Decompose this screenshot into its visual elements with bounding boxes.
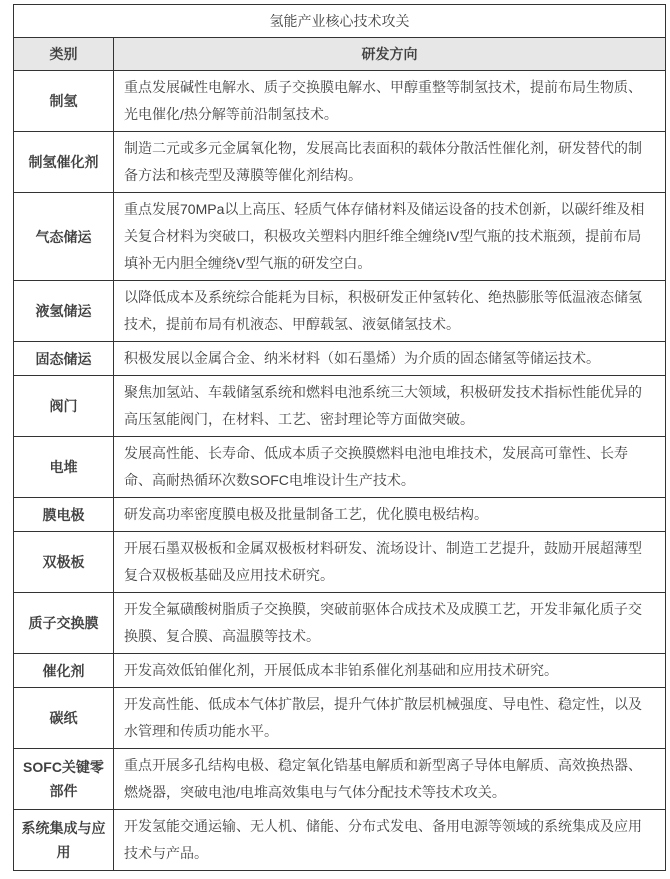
category-cell: 质子交换膜 [14, 593, 114, 654]
direction-cell: 开发高性能、低成本气体扩散层，提升气体扩散层机械强度、导电性、稳定性，以及水管理和传质功能水平。 [114, 688, 666, 749]
direction-cell: 开发高效低铂催化剂，开展低成本非铂系催化剂基础和应用技术研究。 [114, 654, 666, 688]
category-cell: 膜电极 [14, 498, 114, 532]
table-row [14, 193, 666, 281]
direction-cell: 发展高性能、长寿命、低成本质子交换膜燃料电池电堆技术，发展高可靠性、长寿命、高耐热循环次数SOFC电堆设计生产技术。 [114, 437, 666, 498]
category-cell: 双极板 [14, 532, 114, 593]
direction-cell: 开展石墨双极板和金属双极板材料研发、流场设计、制造工艺提升，鼓励开展超薄型复合双极板基础及应用技术研究。 [114, 532, 666, 593]
hydrogen-tech-table [13, 4, 666, 871]
category-cell: 固态储运 [14, 342, 114, 376]
direction-cell: 以降低成本及系统综合能耗为目标，积极研发正仲氢转化、绝热膨胀等低温液态储氢技术，提前布局有机液态、甲醇载氢、液氨储氢技术。 [114, 281, 666, 342]
table-row [14, 810, 666, 871]
table-title: 氢能产业核心技术攻关 [14, 5, 666, 38]
table-title-row [14, 5, 666, 38]
category-cell: 系统集成与应用 [14, 810, 114, 871]
direction-cell: 研发高功率密度膜电极及批量制备工艺，优化膜电极结构。 [114, 498, 666, 532]
table-row [14, 593, 666, 654]
category-cell: 制氢催化剂 [14, 132, 114, 193]
direction-cell: 重点发展碱性电解水、质子交换膜电解水、甲醇重整等制氢技术，提前布局生物质、光电催化/热分解等前沿制氢技术。 [114, 71, 666, 132]
column-header-category: 类别 [14, 38, 114, 71]
table-body [14, 5, 666, 871]
table-row [14, 71, 666, 132]
table-row [14, 376, 666, 437]
table-row [14, 132, 666, 193]
direction-cell: 聚焦加氢站、车载储氢系统和燃料电池系统三大领域，积极研发技术指标性能优异的高压氢能阀门，在材料、工艺、密封理论等方面做突破。 [114, 376, 666, 437]
direction-cell: 制造二元或多元金属氧化物，发展高比表面积的载体分散活性催化剂，研发替代的制备方法和核壳型及薄膜等催化剂结构。 [114, 132, 666, 193]
category-cell: 制氢 [14, 71, 114, 132]
table-row [14, 688, 666, 749]
table-row [14, 749, 666, 810]
category-cell: 阀门 [14, 376, 114, 437]
table-header-row [14, 38, 666, 71]
category-cell: 碳纸 [14, 688, 114, 749]
direction-cell: 重点开展多孔结构电极、稳定氧化锆基电解质和新型离子导体电解质、高效换热器、燃烧器，突破电池/电堆高效集电与气体分配技术等技术攻关。 [114, 749, 666, 810]
category-cell: 电堆 [14, 437, 114, 498]
table-row [14, 498, 666, 532]
category-cell: 催化剂 [14, 654, 114, 688]
table-row [14, 437, 666, 498]
category-cell: 液氢储运 [14, 281, 114, 342]
table-row [14, 654, 666, 688]
direction-cell: 重点发展70MPa以上高压、轻质气体存储材料及储运设备的技术创新，以碳纤维及相关复合材料为突破口，积极攻关塑料内胆纤维全缠绕IV型气瓶的技术瓶颈，提前布局填补无内胆全缠绕V型气瓶的研发空白。 [114, 193, 666, 281]
category-cell: 气态储运 [14, 193, 114, 281]
table-row [14, 281, 666, 342]
direction-cell: 开发全氟磺酸树脂质子交换膜，突破前驱体合成技术及成膜工艺，开发非氟化质子交换膜、复合膜、高温膜等技术。 [114, 593, 666, 654]
table-row [14, 532, 666, 593]
category-cell: SOFC关键零部件 [14, 749, 114, 810]
direction-cell: 开发氢能交通运输、无人机、储能、分布式发电、备用电源等领域的系统集成及应用技术与产品。 [114, 810, 666, 871]
direction-cell: 积极发展以金属合金、纳米材料（如石墨烯）为介质的固态储氢等储运技术。 [114, 342, 666, 376]
column-header-direction: 研发方向 [114, 38, 666, 71]
table-row [14, 342, 666, 376]
